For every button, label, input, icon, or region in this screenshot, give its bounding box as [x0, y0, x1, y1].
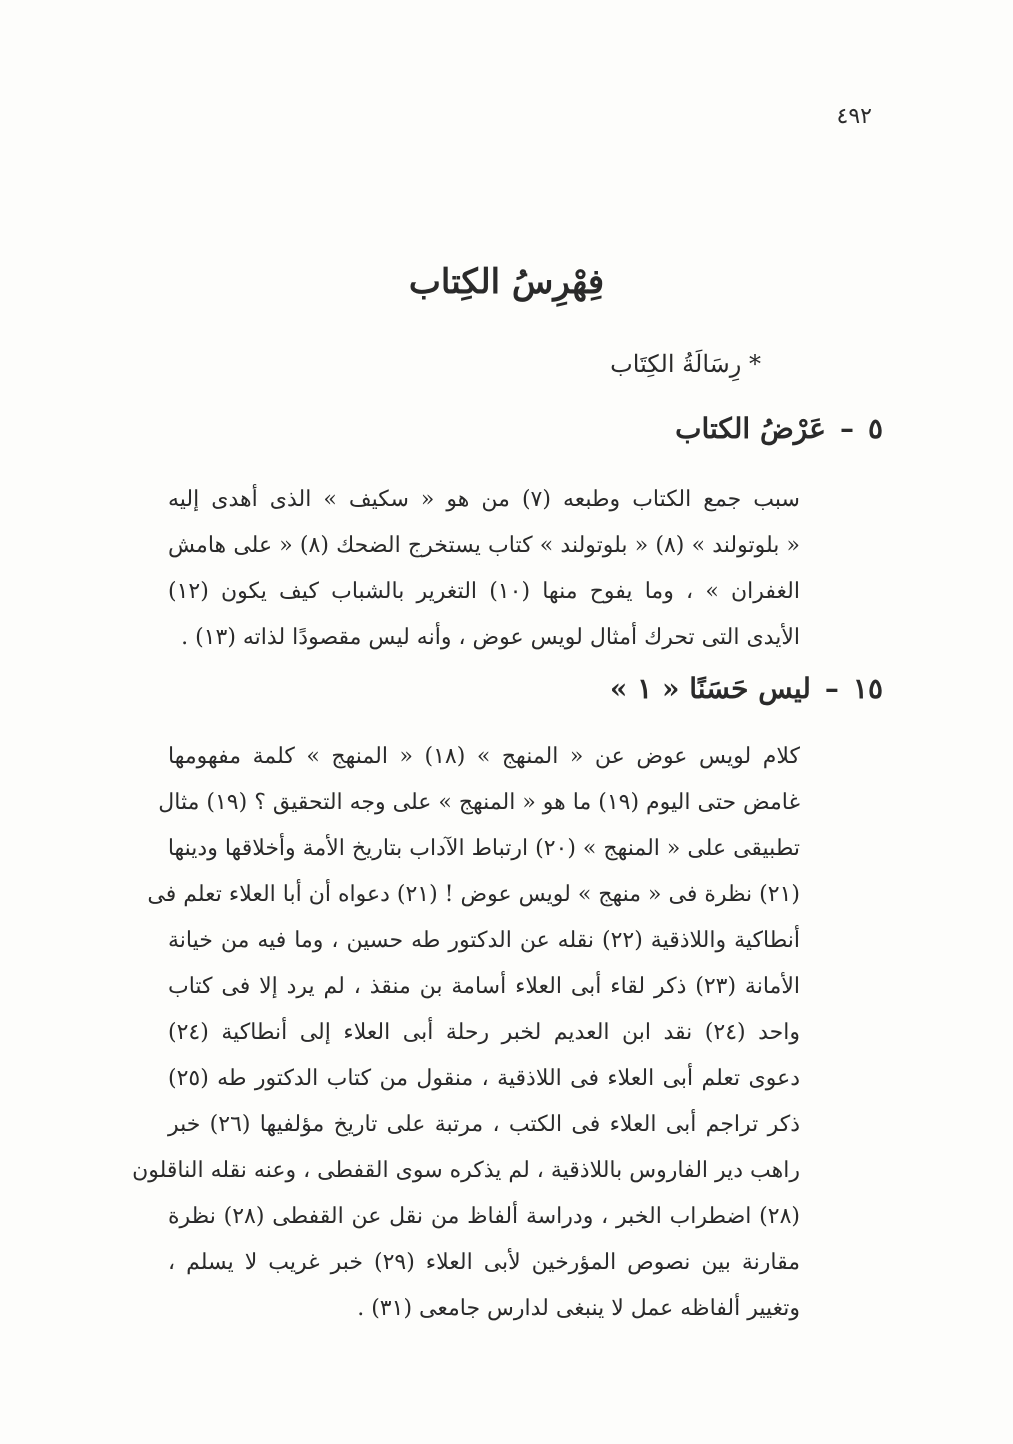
- summary-line: تطبيقى على « المنهج » (٢٠) ارتباط الآداب بتاريخ الأمة وأخلاقها ودينها: [167, 836, 800, 861]
- summary-line: الأمانة (٢٣) ذكر لقاء أبى العلاء أسامة بن منقذ ، لم يرد إلا فى كتاب: [168, 974, 800, 999]
- summary-line: (٢١) نظرة فى « منهج » لويس عوض ! (٢١) دعواه أن أبا العلاء تعلم فى: [147, 882, 800, 907]
- section-summary-book-presentation: [168, 477, 800, 661]
- section-page-number: ١٥: [852, 672, 883, 705]
- section-heading-not-good-1: [610, 672, 883, 705]
- summary-line: « بلوتولند » (٨) « بلوتولند » كتاب يستخرج الضحك (٨) « على هامش: [168, 533, 801, 558]
- summary-line: (٢٨) اضطراب الخبر ، ودراسة ألفاظ من نقل عن القفطى (٢٨) نظرة: [168, 1204, 800, 1229]
- dash-separator: –: [824, 672, 839, 705]
- summary-line: غامض حتى اليوم (١٩) ما هو « المنهج » على وجه التحقيق ؟ (١٩) مثال: [158, 790, 800, 815]
- summary-line: واحد (٢٤) نقد ابن العديم لخبر رحلة أبى العلاء إلى أنطاكية (٢٤): [168, 1020, 800, 1045]
- summary-line: ذكر تراجم أبى العلاء فى الكتب ، مرتبة على تاريخ مؤلفيها (٢٦) خبر: [168, 1112, 801, 1137]
- summary-line: سبب جمع الكتاب وطبعه (٧) من هو « سكيف » الذى أهدى إليه: [168, 487, 800, 512]
- dash-separator: –: [839, 412, 854, 445]
- section-title: ليس حَسَنًا « ١ »: [609, 672, 811, 705]
- summary-line: مقارنة بين نصوص المؤرخين لأبى العلاء (٢٩) خبر غريب لا يسلم ،: [168, 1250, 800, 1275]
- section-page-number: ٥: [867, 412, 883, 445]
- summary-line: الأيدى التى تحرك أمثال لويس عوض ، وأنه ليس مقصودًا لذاته (١٣) .: [181, 625, 800, 650]
- summary-line: أنطاكية واللاذقية (٢٢) نقله عن الدكتور طه حسين ، وما فيه من خيانة: [168, 928, 800, 953]
- section-summary-not-good-1: [132, 734, 801, 1332]
- page-title: فِهْرِسُ الكِتاب: [408, 262, 605, 302]
- summary-line: وتغيير ألفاظه عمل لا ينبغى لدارس جامعى (٣١) .: [357, 1296, 800, 1321]
- book-letter-entry: * رِسَالَةُ الكِتَاب: [610, 350, 761, 378]
- summary-line: راهب دير الفاروس باللاذقية ، لم يذكره سوى القفطى ، وعنه نقله الناقلون: [132, 1158, 800, 1183]
- summary-line: الغفران » ، وما يفوح منها (١٠) التغرير بالشباب كيف يكون (١٢): [168, 579, 800, 604]
- section-heading-book-presentation: [675, 412, 883, 445]
- page-number: ٤٩٢: [836, 104, 872, 129]
- summary-line: كلام لويس عوض عن « المنهج » (١٨) « المنهج » كلمة مفهومها: [168, 744, 800, 769]
- summary-line: دعوى تعلم أبى العلاء فى اللاذقية ، منقول من كتاب الدكتور طه (٢٥): [168, 1066, 800, 1091]
- section-title: عَرْضُ الكتاب: [675, 412, 826, 445]
